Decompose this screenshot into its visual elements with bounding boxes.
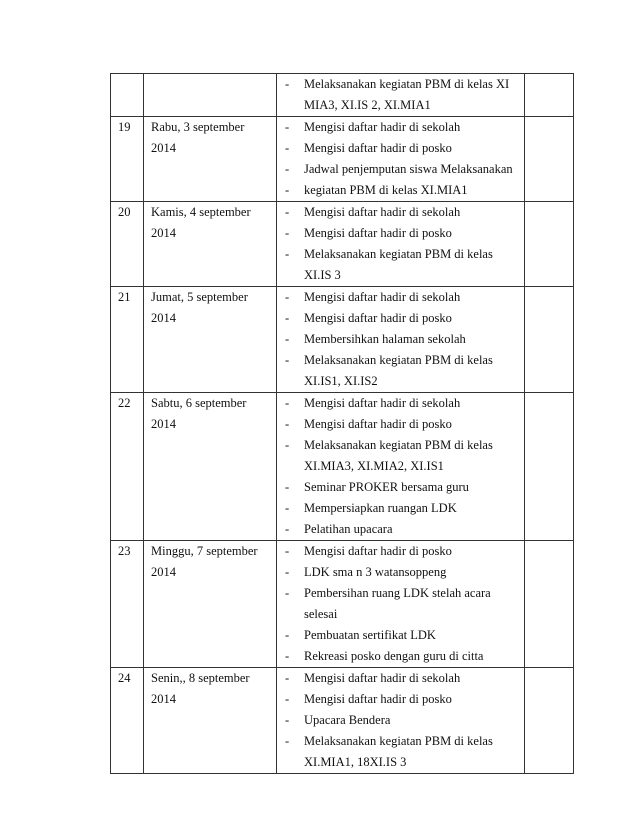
bullet-dash: -: [285, 586, 290, 600]
activity-item: [277, 138, 524, 159]
activity-item: [277, 287, 524, 308]
activities-cell: [277, 287, 525, 393]
activity-text: Mengisi daftar hadir di sekolah: [304, 205, 461, 219]
bullet-dash: -: [285, 734, 290, 748]
date-day: Jumat, 5 september: [151, 290, 248, 304]
activities-cell: [277, 117, 525, 202]
date-year: 2014: [151, 565, 176, 579]
activity-log-table: [110, 73, 574, 774]
activity-text: Mengisi daftar hadir di posko: [304, 544, 452, 558]
activity-item: [277, 498, 524, 519]
activity-text: XI.IS 3: [304, 268, 341, 282]
activity-item: [277, 731, 524, 773]
table-row: [111, 393, 574, 541]
date-cell: [144, 393, 277, 541]
activity-list: [277, 117, 524, 201]
bullet-dash: -: [285, 628, 290, 642]
activity-text: Pembuatan sertifikat LDK: [304, 628, 436, 642]
activity-text: Mengisi daftar hadir di posko: [304, 226, 452, 240]
bullet-dash: -: [285, 205, 290, 219]
date-cell: [144, 202, 277, 287]
table-row: [111, 668, 574, 774]
activity-text: Jadwal penjemputan siswa Melaksanakan: [304, 162, 513, 176]
activity-item: [277, 329, 524, 350]
activity-text: Membersihkan halaman sekolah: [304, 332, 466, 346]
date-day: Minggu, 7 september: [151, 544, 258, 558]
activity-item: [277, 646, 524, 667]
activity-text: Mengisi daftar hadir di posko: [304, 692, 452, 706]
date-cell: [144, 541, 277, 668]
bullet-dash: -: [285, 141, 290, 155]
row-number: 19: [118, 120, 131, 134]
activity-text: Melaksanakan kegiatan PBM di kelas: [304, 247, 493, 261]
activity-text: Mempersiapkan ruangan LDK: [304, 501, 457, 515]
activity-item: [277, 519, 524, 540]
activity-item: [277, 477, 524, 498]
date-day: Kamis, 4 september: [151, 205, 251, 219]
activity-item: [277, 668, 524, 689]
activity-text: Melaksanakan kegiatan PBM di kelas XI: [304, 77, 510, 91]
activity-item: [277, 583, 524, 625]
bullet-dash: -: [285, 692, 290, 706]
activities-cell: [277, 668, 525, 774]
bullet-dash: -: [285, 183, 290, 197]
activity-text: XI.MIA3, XI.MIA2, XI.IS1: [304, 459, 444, 473]
table-row: [111, 74, 574, 117]
table-row: [111, 541, 574, 668]
activity-text: LDK sma n 3 watansoppeng: [304, 565, 447, 579]
date-cell: [144, 287, 277, 393]
date-cell: [144, 117, 277, 202]
activity-text: XI.MIA1, 18XI.IS 3: [304, 755, 407, 769]
row-number: 23: [118, 544, 131, 558]
activity-text: Melaksanakan kegiatan PBM di kelas: [304, 353, 493, 367]
activity-item: [277, 350, 524, 392]
activity-list: [277, 74, 524, 116]
bullet-dash: -: [285, 480, 290, 494]
activity-text: Upacara Bendera: [304, 713, 391, 727]
bullet-dash: -: [285, 290, 290, 304]
bullet-dash: -: [285, 417, 290, 431]
bullet-dash: -: [285, 311, 290, 325]
bullet-dash: -: [285, 332, 290, 346]
bullet-dash: -: [285, 162, 290, 176]
date-day: Senin,, 8 september: [151, 671, 250, 685]
activity-list: [277, 287, 524, 392]
activity-text: Mengisi daftar hadir di sekolah: [304, 120, 461, 134]
bullet-dash: -: [285, 396, 290, 410]
row-number-cell: [111, 117, 144, 202]
bullet-dash: -: [285, 247, 290, 261]
row-number: 22: [118, 396, 131, 410]
activity-text: Pembersihan ruang LDK stelah acara: [304, 586, 491, 600]
remarks-cell: [525, 668, 574, 774]
date-year: 2014: [151, 141, 176, 155]
activity-item: [277, 180, 524, 201]
row-number-cell: [111, 393, 144, 541]
activity-text: Mengisi daftar hadir di sekolah: [304, 396, 461, 410]
activity-text: kegiatan PBM di kelas XI.MIA1: [304, 183, 468, 197]
bullet-dash: -: [285, 353, 290, 367]
bullet-dash: -: [285, 77, 290, 91]
remarks-cell: [525, 393, 574, 541]
bullet-dash: -: [285, 565, 290, 579]
activity-item: [277, 117, 524, 138]
date-year: 2014: [151, 311, 176, 325]
activity-item: [277, 202, 524, 223]
remarks-cell: [525, 202, 574, 287]
date-year: 2014: [151, 417, 176, 431]
row-number: 21: [118, 290, 131, 304]
activity-text: Mengisi daftar hadir di posko: [304, 141, 452, 155]
table-row: [111, 202, 574, 287]
bullet-dash: -: [285, 501, 290, 515]
activity-item: [277, 541, 524, 562]
row-number-cell: [111, 287, 144, 393]
activity-text: Mengisi daftar hadir di sekolah: [304, 671, 461, 685]
activities-cell: [277, 202, 525, 287]
row-number: 20: [118, 205, 131, 219]
activity-item: [277, 308, 524, 329]
bullet-dash: -: [285, 522, 290, 536]
bullet-dash: -: [285, 649, 290, 663]
date-year: 2014: [151, 226, 176, 240]
activities-cell: [277, 74, 525, 117]
activity-text: Melaksanakan kegiatan PBM di kelas: [304, 734, 493, 748]
row-number-cell: [111, 202, 144, 287]
remarks-cell: [525, 287, 574, 393]
date-cell: [144, 668, 277, 774]
activity-item: [277, 74, 524, 116]
activity-list: [277, 541, 524, 667]
activity-list: [277, 668, 524, 773]
row-number-cell: [111, 74, 144, 117]
activity-text: Mengisi daftar hadir di posko: [304, 311, 452, 325]
activity-log-body: [111, 74, 574, 774]
bullet-dash: -: [285, 544, 290, 558]
activity-item: [277, 244, 524, 286]
activity-item: [277, 562, 524, 583]
activity-list: [277, 393, 524, 540]
activity-text: selesai: [304, 607, 338, 621]
date-day: Rabu, 3 september: [151, 120, 245, 134]
activity-item: [277, 625, 524, 646]
bullet-dash: -: [285, 226, 290, 240]
activity-item: [277, 393, 524, 414]
row-number: 24: [118, 671, 131, 685]
bullet-dash: -: [285, 120, 290, 134]
date-year: 2014: [151, 692, 176, 706]
remarks-cell: [525, 541, 574, 668]
activities-cell: [277, 541, 525, 668]
row-number-cell: [111, 668, 144, 774]
activity-text: Seminar PROKER bersama guru: [304, 480, 469, 494]
remarks-cell: [525, 74, 574, 117]
date-day: Sabtu, 6 september: [151, 396, 247, 410]
activity-item: [277, 689, 524, 710]
bullet-dash: -: [285, 438, 290, 452]
remarks-cell: [525, 117, 574, 202]
activity-item: [277, 159, 524, 180]
activity-text: MIA3, XI.IS 2, XI.MIA1: [304, 98, 431, 112]
activity-item: [277, 223, 524, 244]
activity-item: [277, 414, 524, 435]
table-row: [111, 117, 574, 202]
activity-text: Melaksanakan kegiatan PBM di kelas: [304, 438, 493, 452]
row-number-cell: [111, 541, 144, 668]
activity-text: Pelatihan upacara: [304, 522, 393, 536]
activity-text: XI.IS1, XI.IS2: [304, 374, 378, 388]
activity-text: Rekreasi posko dengan guru di citta: [304, 649, 484, 663]
activity-text: Mengisi daftar hadir di posko: [304, 417, 452, 431]
table-row: [111, 287, 574, 393]
activity-text: Mengisi daftar hadir di sekolah: [304, 290, 461, 304]
activity-item: [277, 435, 524, 477]
activities-cell: [277, 393, 525, 541]
bullet-dash: -: [285, 713, 290, 727]
activity-item: [277, 710, 524, 731]
activity-list: [277, 202, 524, 286]
bullet-dash: -: [285, 671, 290, 685]
date-cell: [144, 74, 277, 117]
